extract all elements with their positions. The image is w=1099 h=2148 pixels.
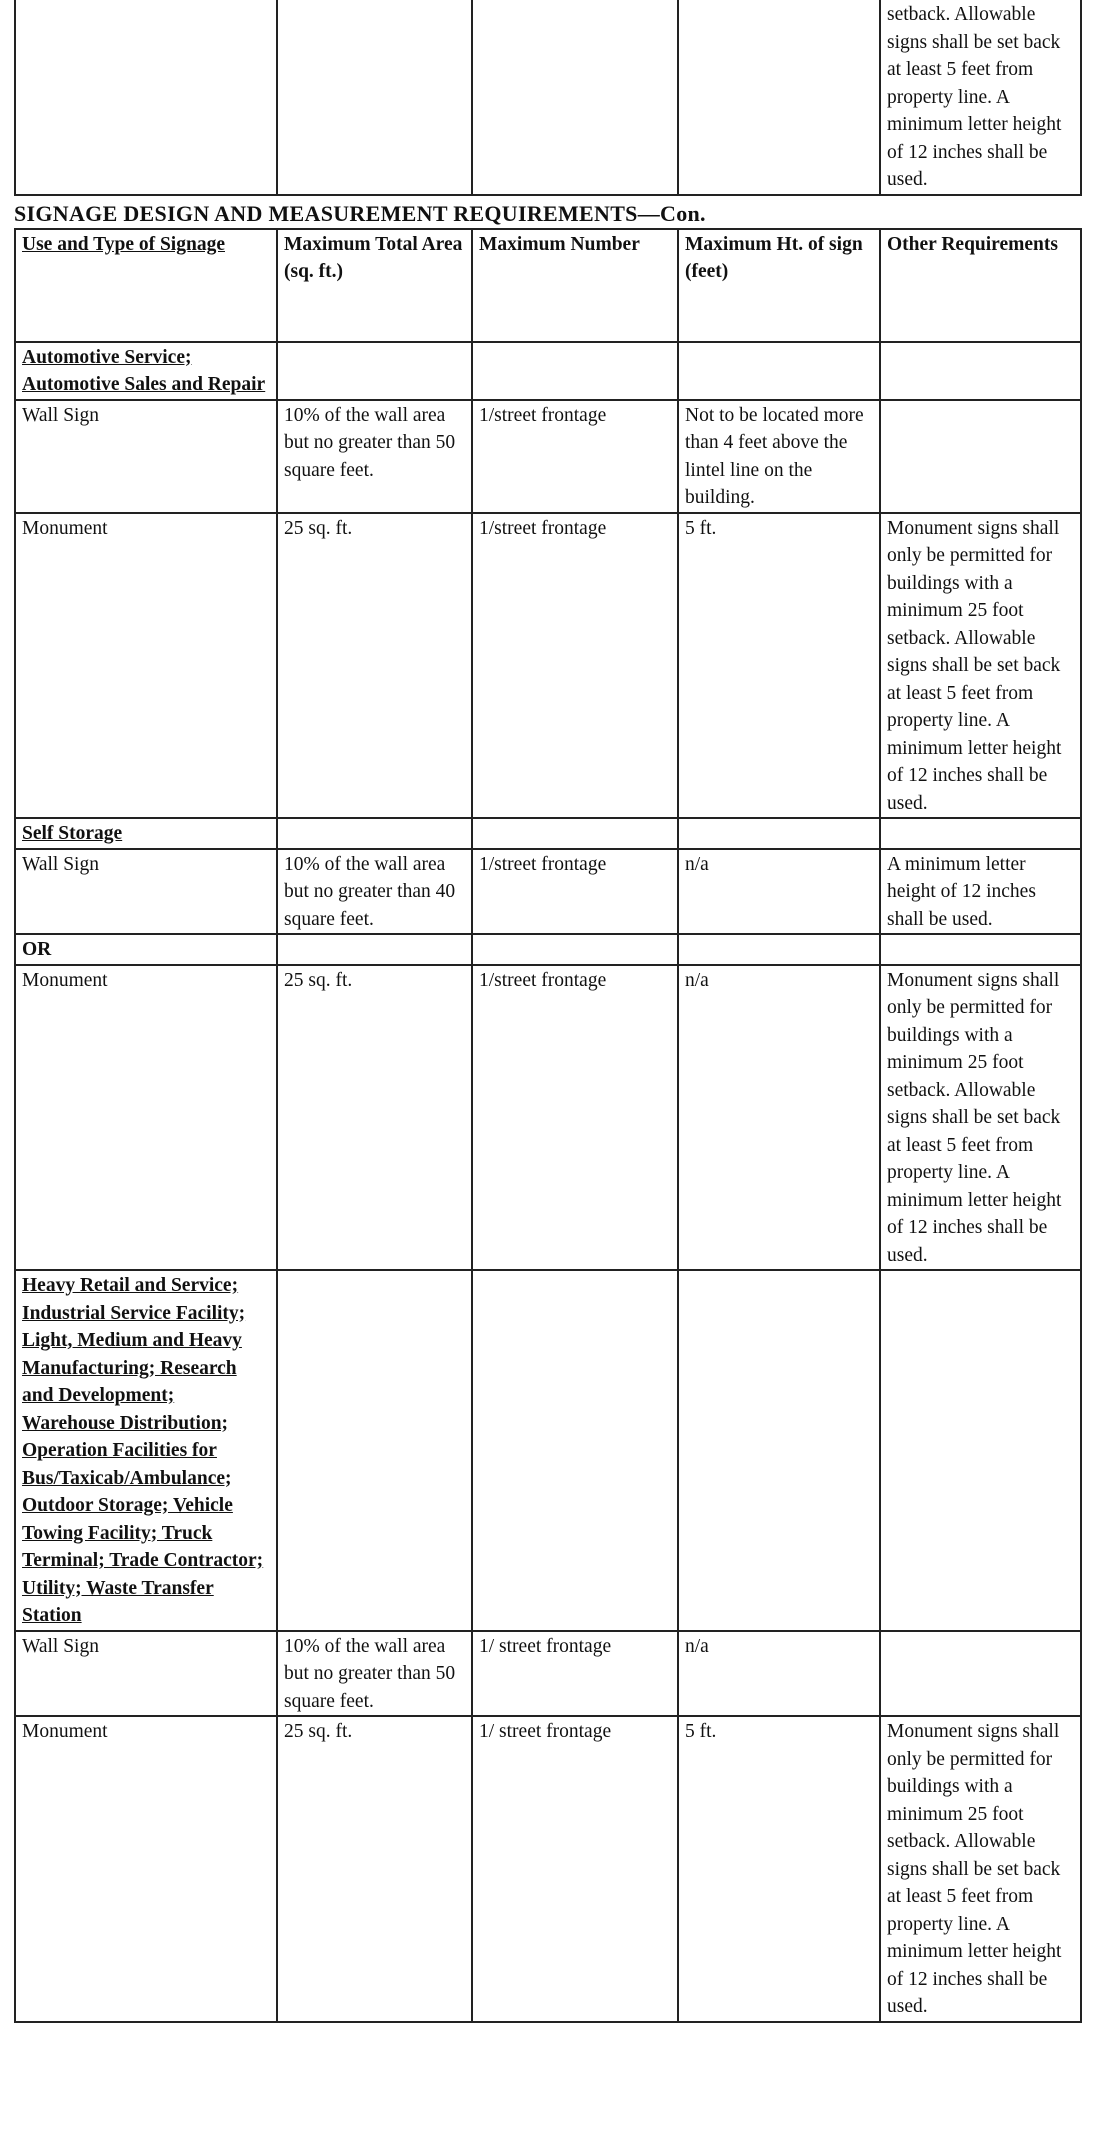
header-max-total-area: Maximum Total Area (sq. ft.) — [277, 229, 472, 342]
max-area-cell: 25 sq. ft. — [277, 1716, 472, 2022]
continued-table-fragment — [14, 0, 1082, 196]
empty-cell — [678, 934, 880, 965]
empty-cell — [277, 818, 472, 849]
or-label: OR — [15, 934, 277, 965]
section-header-row — [15, 818, 1081, 849]
max-height-cell: n/a — [678, 849, 880, 935]
max-area-cell: 10% of the wall area but no greater than 50 square feet. — [277, 1631, 472, 1717]
max-number-cell: 1/street frontage — [472, 400, 678, 513]
empty-cell — [277, 342, 472, 400]
other-requirements-cell: Monument signs shall only be permitted for buildings with a minimum 25 foot setback. Allowable signs shall be set back at least 5 feet from property line. A minimum letter height of 12 inches shall be used. — [880, 965, 1081, 1271]
header-max-number: Maximum Number — [472, 229, 678, 342]
max-number-cell: 1/street frontage — [472, 513, 678, 819]
max-height-cell: 5 ft. — [678, 1716, 880, 2022]
empty-cell — [880, 1270, 1081, 1631]
max-area-cell: 25 sq. ft. — [277, 513, 472, 819]
max-area-cell: 10% of the wall area but no greater than 40 square feet. — [277, 849, 472, 935]
empty-cell — [472, 0, 678, 195]
empty-cell — [15, 0, 277, 195]
max-height-cell: n/a — [678, 965, 880, 1271]
section-header-row — [15, 342, 1081, 400]
header-other-requirements: Other Requirements — [880, 229, 1081, 342]
table-row — [15, 513, 1081, 819]
max-number-cell: 1/ street frontage — [472, 1631, 678, 1717]
section-header-row — [15, 1270, 1081, 1631]
table-header-row — [15, 229, 1081, 342]
empty-cell — [880, 818, 1081, 849]
table-row — [15, 849, 1081, 935]
sign-type-cell: Wall Sign — [15, 1631, 277, 1717]
max-number-cell: 1/street frontage — [472, 849, 678, 935]
sign-type-cell: Wall Sign — [15, 849, 277, 935]
document-page — [14, 0, 1080, 2023]
section-label: Heavy Retail and Service; Industrial Service Facility; Light, Medium and Heavy Manufacturing; Research and Development; Warehouse Distribution; Operation Facilities for Bus/Taxicab/Ambulance; Outdoor Storage; Vehicle Towing Facility; Truck Terminal; Trade Contractor; Utility; Waste Transfer Station — [15, 1270, 277, 1631]
table-row — [15, 1716, 1081, 2022]
empty-cell — [880, 342, 1081, 400]
or-separator-row — [15, 934, 1081, 965]
max-area-cell: 25 sq. ft. — [277, 965, 472, 1271]
empty-cell — [472, 818, 678, 849]
other-requirements-cell — [880, 400, 1081, 513]
empty-cell — [678, 0, 880, 195]
continued-row — [15, 0, 1081, 195]
sign-type-cell: Monument — [15, 965, 277, 1271]
other-requirements-cell: Monument signs shall only be permitted for buildings with a minimum 25 foot setback. Allowable signs shall be set back at least 5 feet from property line. A minimum letter height of 12 inches shall be used. — [880, 1716, 1081, 2022]
empty-cell — [277, 1270, 472, 1631]
empty-cell — [277, 0, 472, 195]
section-label: Automotive Service; Automotive Sales and Repair — [15, 342, 277, 400]
empty-cell — [472, 1270, 678, 1631]
signage-requirements-table — [14, 228, 1082, 2023]
other-requirements-cell: A minimum letter height of 12 inches shall be used. — [880, 849, 1081, 935]
table-row — [15, 965, 1081, 1271]
max-number-cell: 1/ street frontage — [472, 1716, 678, 2022]
header-max-height: Maximum Ht. of sign (feet) — [678, 229, 880, 342]
header-use-and-type: Use and Type of Signage — [15, 229, 277, 342]
sign-type-cell: Monument — [15, 1716, 277, 2022]
other-requirements-cell — [880, 1631, 1081, 1717]
empty-cell — [678, 342, 880, 400]
sign-type-cell: Wall Sign — [15, 400, 277, 513]
table-row — [15, 400, 1081, 513]
empty-cell — [472, 934, 678, 965]
max-height-cell: Not to be located more than 4 feet above the lintel line on the building. — [678, 400, 880, 513]
empty-cell — [277, 934, 472, 965]
continued-other-requirements-cell: setback. Allowable signs shall be set back at least 5 feet from property line. A minimum letter height of 12 inches shall be used. — [880, 0, 1081, 195]
section-label: Self Storage — [15, 818, 277, 849]
empty-cell — [880, 934, 1081, 965]
table-caption: SIGNAGE DESIGN AND MEASUREMENT REQUIREMENTS—Con. — [14, 200, 706, 226]
empty-cell — [678, 1270, 880, 1631]
empty-cell — [678, 818, 880, 849]
empty-cell — [472, 342, 678, 400]
other-requirements-cell: Monument signs shall only be permitted for buildings with a minimum 25 foot setback. Allowable signs shall be set back at least 5 feet from property line. A minimum letter height of 12 inches shall be used. — [880, 513, 1081, 819]
max-height-cell: 5 ft. — [678, 513, 880, 819]
max-height-cell: n/a — [678, 1631, 880, 1717]
sign-type-cell: Monument — [15, 513, 277, 819]
table-body — [15, 342, 1081, 2022]
table-row — [15, 1631, 1081, 1717]
max-area-cell: 10% of the wall area but no greater than 50 square feet. — [277, 400, 472, 513]
max-number-cell: 1/street frontage — [472, 965, 678, 1271]
